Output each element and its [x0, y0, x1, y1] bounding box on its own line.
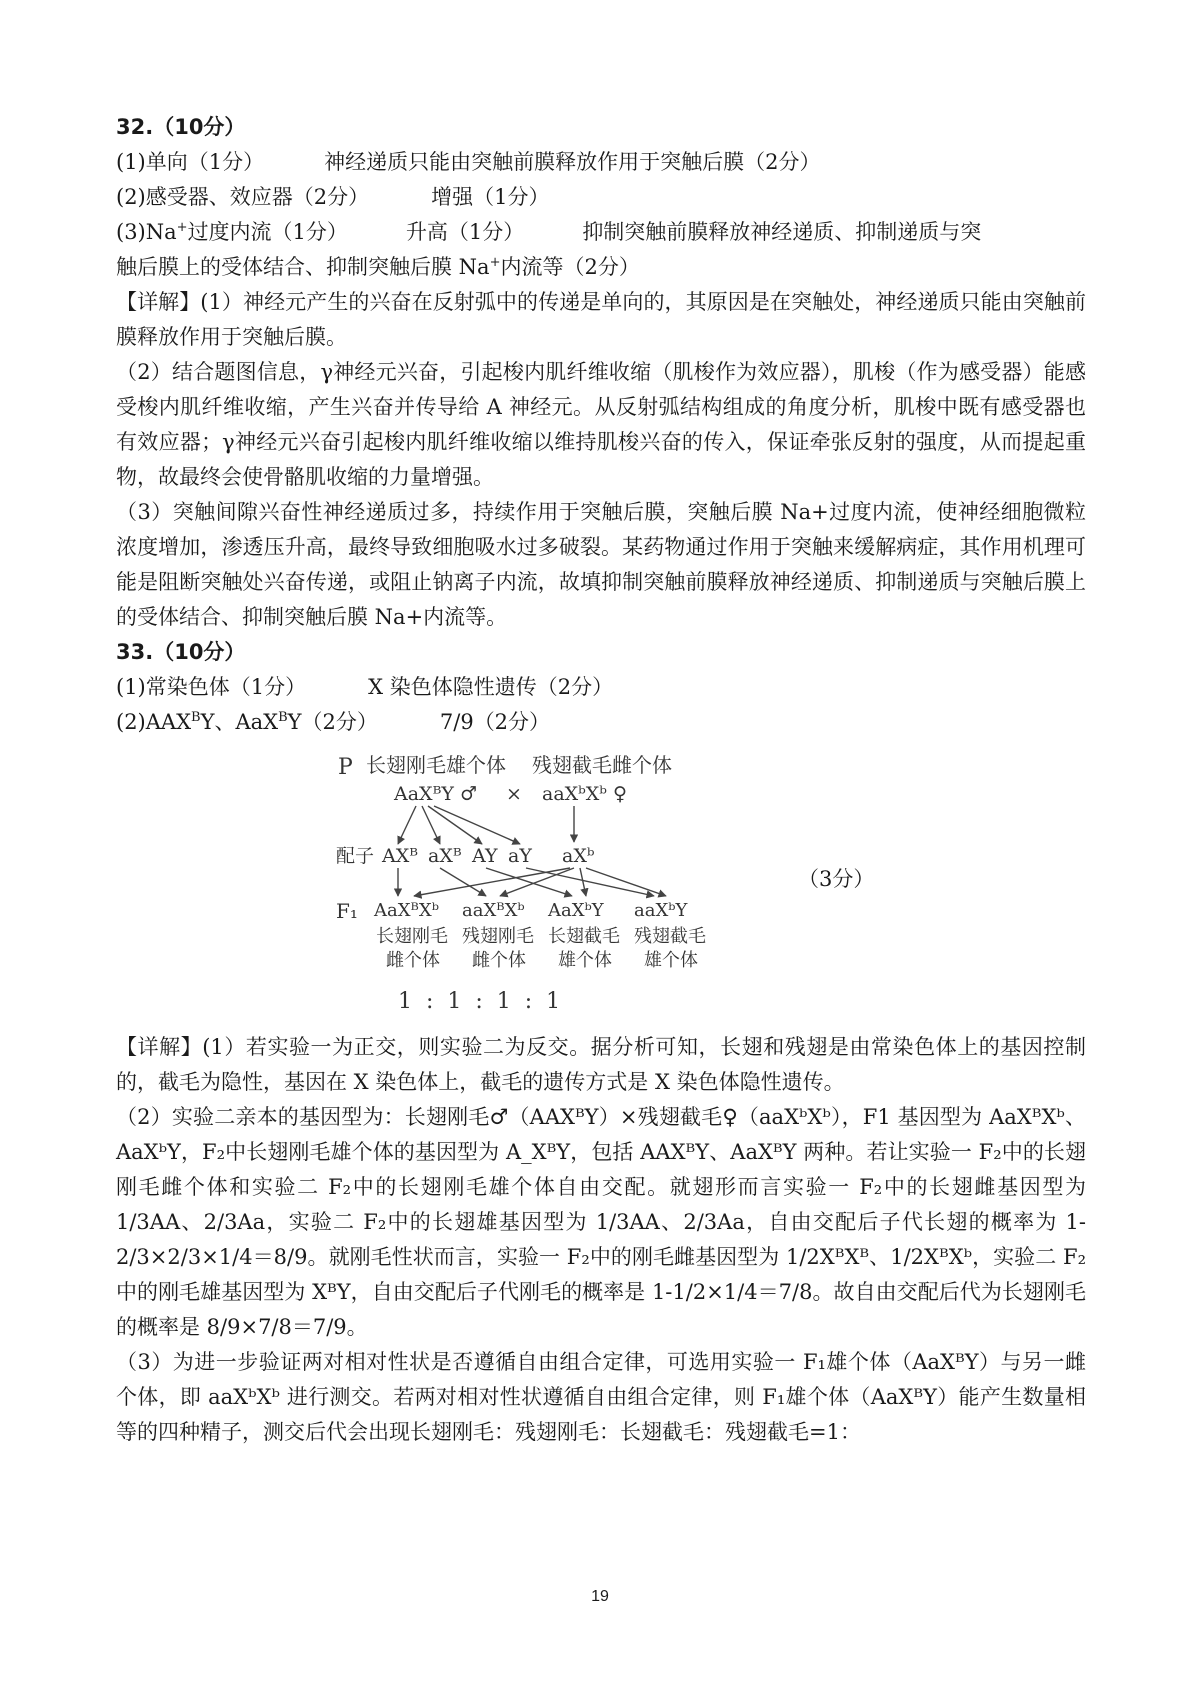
q32-a3-reason-2-pre: 触后膜上的受体结合、抑制突触后膜 Na	[116, 255, 490, 279]
p-male-phenotype: 长翅刚毛雄个体	[366, 753, 506, 777]
b-superscript: B	[191, 710, 201, 725]
q32-a1-label: (1)单向（1分）	[116, 150, 265, 174]
gamete-1: AXᴮ	[382, 845, 419, 867]
q32-a2-answer: 增强（1分）	[431, 185, 550, 209]
arrow-male-g4	[434, 806, 520, 844]
q32-a3-reason-1: 抑制突触前膜释放神经递质、抑制递质与突	[582, 220, 982, 244]
q32-answer-3	[116, 215, 1086, 250]
q32-answer-1	[116, 145, 1086, 180]
q33-answer-2	[116, 705, 1086, 740]
gamete-2: aXᴮ	[428, 845, 462, 867]
offspring-2-genotype: aaXᴮXᵇ	[462, 900, 525, 921]
arrow-male-g3	[428, 806, 482, 844]
q32-a2-label: (2)感受器、效应器（2分）	[116, 185, 370, 209]
offspring-3-phenotype: 长翅截毛	[548, 926, 620, 947]
offspring-1-phenotype: 长翅刚毛	[376, 926, 448, 947]
q33-a2-g3: Y（2分）	[287, 710, 378, 734]
offspring-4-sex: 雄个体	[644, 950, 698, 971]
q32-detail-3: （3）突触间隙兴奋性神经递质过多，持续作用于突触后膜，突触后膜 Na+过度内流，使神经细胞微粒浓度增加，渗透压升高，最终导致细胞吸水过多破裂。某药物通过作用于突触来缓解病症，其作用机理可能是阻断突触处兴奋传递，或阻止钠离子内流，故填抑制突触前膜释放神经递质、抑制递质与突触后膜上的受体结合、抑制突触后膜 Na+内流等。	[116, 500, 1086, 629]
q32-detail-2: （2）结合题图信息，γ神经元兴奋，引起梭内肌纤维收缩（肌梭作为效应器），肌梭（作为感受器）能感受梭内肌纤维收缩，产生兴奋并传导给 A 神经元。从反射弧结构组成的角度分析，肌梭中既有感受器也有效应器；γ神经元兴奋引起梭内肌纤维收缩以维持肌梭兴奋的传入，保证牵张反射的强度，从而提起重物，故最终会使骨骼肌收缩的力量增强。	[116, 360, 1086, 489]
q33-title: 33.（10分）	[116, 640, 246, 664]
plus-superscript: +	[176, 220, 188, 235]
answer-content	[116, 110, 1086, 1450]
q32-detail-1: 【详解】(1）神经元产生的兴奋在反射弧中的传递是单向的，其原因是在突触处，神经递质只能由突触前膜释放作用于突触后膜。	[116, 290, 1086, 349]
line-g3-f1	[486, 868, 572, 896]
p-male-genotype: AaXᴮY ♂	[394, 783, 477, 805]
offspring-1-sex: 雌个体	[386, 950, 440, 971]
offspring-2-phenotype: 残翅刚毛	[462, 926, 534, 947]
q32-a3-label-post: 过度内流（1分）	[187, 220, 348, 244]
offspring-2-sex: 雌个体	[472, 950, 526, 971]
q33-a1-answer: X 染色体隐性遗传（2分）	[368, 675, 614, 699]
line-fg-f1a	[414, 868, 570, 896]
q33-detail-3: （3）为进一步验证两对相对性状是否遵循自由组合定律，可选用实验一 F₁雄个体（AaXᴮY）与另一雌个体，即 aaXᵇXᵇ 进行测交。若两对相对性状遵循自由组合定律，则 F₁雄个体（AaXᴮY）能产生数量相等的四种精子，测交后代会出现长翅刚毛：残翅刚毛：长翅截毛：残翅截毛=1：	[116, 1350, 1086, 1444]
q32-title: 32.（10分）	[116, 115, 246, 139]
q33-a2-g1: (2)AAX	[116, 710, 192, 734]
offspring-ratio: 1 : 1 : 1 : 1	[398, 989, 561, 1014]
q32-answer-3-cont	[116, 250, 1086, 285]
gamete-3: AY	[472, 845, 498, 867]
p-female-genotype: aaXᵇXᵇ ♀	[542, 783, 627, 805]
offspring-4-genotype: aaXᵇY	[634, 900, 688, 921]
q32-a1-reason: 神经递质只能由突触前膜释放作用于突触后膜（2分）	[324, 150, 821, 174]
offspring-4-phenotype: 残翅截毛	[634, 926, 706, 947]
gamete-4: aY	[508, 845, 532, 867]
q33-detail-2: （2）实验二亲本的基因型为：长翅刚毛♂（AAXᴮY）×残翅截毛♀（aaXᵇXᵇ），F1 基因型为 AaXᴮXᵇ、AaXᵇY，F₂中长翅刚毛雄个体的基因型为 A_XᴮY，包括 AAXᴮY、AaXᴮY 两种。若让实验一 F₂中的长翅刚毛雌个体和实验二 F₂中的长翅刚毛雄个体自由交配。就翅形而言实验一 F₂中的长翅雌基因型为 1/3AA、2/3Aa，实验二 F₂中的长翅雄基因型为 1/3AA、2/3Aa，自由交配后子代长翅的概率为 1-2/3×2/3×1/4＝8/9。就刚毛性状而言，实验一 F₂中的刚毛雌基因型为 1/2XᴮXᴮ、1/2XᴮXᵇ，实验二 F₂中的刚毛雄基因型为 XᴮY，自由交配后子代刚毛的概率是 1-1/2×1/4＝7/8。故自由交配后代为长翅刚毛的概率是 8/9×7/8＝7/9。	[116, 1105, 1086, 1339]
page-number: 19	[591, 1588, 609, 1605]
p-female-phenotype: 残翅截毛雌个体	[532, 753, 672, 777]
b-superscript: B	[278, 710, 288, 725]
diagram-score: （3分）	[798, 867, 875, 891]
offspring-1-genotype: AaXᴮXᵇ	[374, 900, 439, 921]
plus-superscript: +	[489, 255, 501, 270]
q33-a1-label: (1)常染色体（1分）	[116, 675, 307, 699]
female-gamete: aXᵇ	[562, 845, 595, 867]
line-g2-f1	[440, 868, 486, 896]
p-label: P	[338, 755, 353, 780]
q32-a3-reason-2-post: 内流等（2分）	[500, 255, 640, 279]
genetic-cross-diagram	[336, 746, 856, 1026]
q33-a2-answer: 7/9（2分）	[439, 710, 551, 734]
offspring-3-genotype: AaXᵇY	[548, 900, 604, 921]
q33-answer-1	[116, 670, 1086, 705]
f1-label: F₁	[336, 899, 358, 923]
line-fg-f1c	[580, 868, 586, 896]
q32-answer-2	[116, 180, 1086, 215]
q32-a3-label-pre: (3)Na	[116, 220, 177, 244]
q32-a3-answer: 升高（1分）	[405, 220, 525, 244]
q33-a2-g2: Y、AaX	[200, 710, 279, 734]
arrow-male-g1	[398, 806, 416, 844]
offspring-3-sex: 雄个体	[558, 950, 612, 971]
line-fg-f1d	[586, 868, 666, 896]
genetic-cross-diagram-row	[116, 740, 1086, 1030]
line-fg-f1b	[500, 868, 574, 896]
q33-detail-1: 【详解】(1）若实验一为正交，则实验二为反交。据分析可知，长翅和残翅是由常染色体上的基因控制的，截毛为隐性，基因在 X 染色体上，截毛的遗传方式是 X 染色体隐性遗传。	[116, 1035, 1086, 1094]
gamete-label: 配子	[336, 845, 375, 867]
cross-symbol: ×	[506, 783, 522, 805]
